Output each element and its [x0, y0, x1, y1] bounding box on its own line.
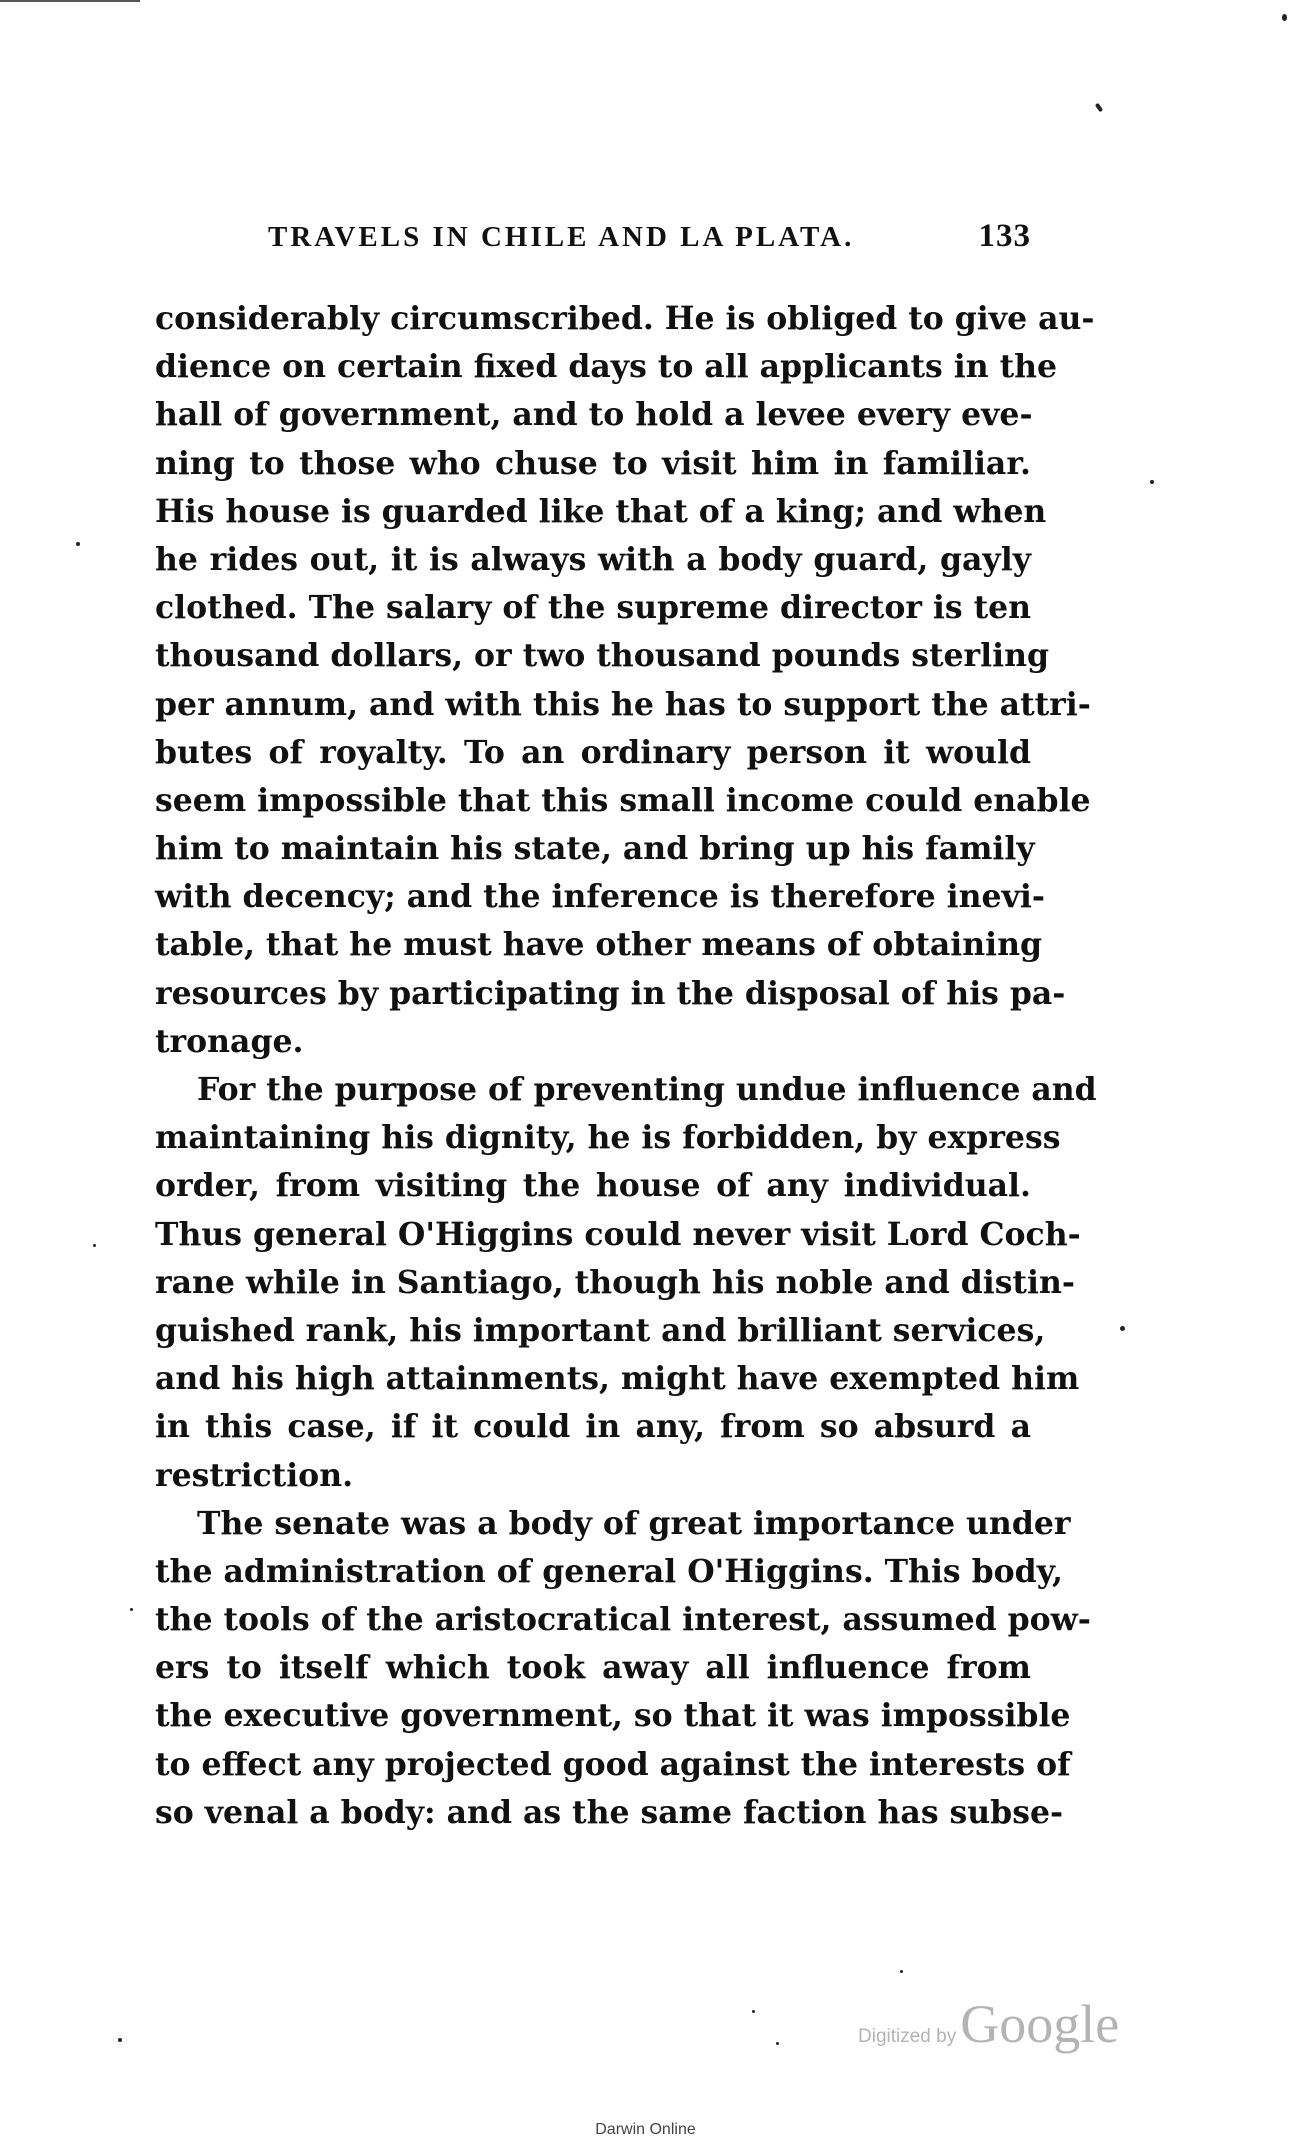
- text-line: seem impossible that this small income could enable: [155, 781, 1091, 819]
- scan-speck: [776, 2042, 779, 2045]
- text-line: order, from visiting the house of any individual.: [155, 1167, 1031, 1205]
- text-line: hall of government, and to hold a levee every eve-: [155, 396, 1033, 434]
- text-line: the administration of general O'Higgins. This body,: [155, 1552, 1063, 1590]
- text-line: tronage.: [155, 1022, 304, 1060]
- text-line: him to maintain his state, and bring up his family: [155, 830, 1035, 868]
- source-footer: Darwin Online: [595, 2121, 696, 2138]
- running-head: [268, 218, 1031, 258]
- scan-speck: [93, 1244, 96, 1247]
- paragraph-1: [155, 295, 1095, 1066]
- text-line: table, that he must have other means of obtaining: [155, 926, 1043, 964]
- text-line: Thus general O'Higgins could never visit Lord Coch-: [155, 1215, 1081, 1253]
- scan-speck: [118, 2038, 122, 2042]
- text-line: so venal a body: and as the same faction has subse-: [155, 1793, 1064, 1831]
- digitized-by-google-watermark: [858, 1993, 1119, 2055]
- scan-speck: [1282, 14, 1287, 21]
- text-line: per annum, and with this he has to support the attri-: [155, 685, 1091, 723]
- body-text: [155, 295, 1097, 1837]
- scan-speck: [1095, 103, 1103, 113]
- text-line: resources by participating in the disposal of his pa-: [155, 974, 1066, 1012]
- scan-speck: [76, 542, 80, 546]
- scan-speck: [752, 2010, 755, 2013]
- text-line: guished rank, his important and brilliant services,: [155, 1311, 1046, 1349]
- text-line: the executive government, so that it was impossible: [155, 1697, 1071, 1735]
- paragraph-2: [155, 1066, 1097, 1500]
- text-line: and his high attainments, might have exempted him: [155, 1360, 1080, 1398]
- text-line: maintaining his dignity, he is forbidden, by express: [155, 1119, 1061, 1157]
- text-line: ers to itself which took away all influence from: [155, 1649, 1031, 1687]
- text-line: with decency; and the inference is therefore inevi-: [155, 878, 1045, 916]
- text-line: His house is guarded like that of a king; and when: [155, 492, 1047, 530]
- text-line: ning to those who chuse to visit him in familiar.: [155, 444, 1031, 482]
- running-head-title: TRAVELS IN CHILE AND LA PLATA.: [268, 221, 855, 253]
- scan-edge-rule: [0, 0, 140, 2]
- text-line: to effect any projected good against the interests of: [155, 1745, 1071, 1783]
- paragraph-3: [155, 1500, 1091, 1837]
- scan-speck: [900, 1970, 903, 1973]
- google-logo: Google: [960, 1994, 1120, 2054]
- text-line: The senate was a body of great importance under: [197, 1504, 1071, 1542]
- text-line: in this case, if it could in any, from so absurd a: [155, 1408, 1031, 1446]
- scan-speck: [130, 1608, 133, 1611]
- watermark-prefix: Digitized by: [858, 2026, 957, 2047]
- text-line: restriction.: [155, 1456, 354, 1494]
- scan-speck: [1120, 1326, 1125, 1331]
- page-number: 133: [978, 218, 1031, 254]
- text-line: butes of royalty. To an ordinary person it would: [155, 733, 1031, 771]
- text-line: considerably circumscribed. He is obliged to give au-: [155, 300, 1095, 337]
- text-line: the tools of the aristocratical interest, assumed pow-: [155, 1601, 1091, 1639]
- text-line: dience on certain fixed days to all applicants in the: [155, 348, 1058, 386]
- text-line: For the purpose of preventing undue influence and: [197, 1071, 1097, 1108]
- text-line: rane while in Santiago, though his noble and distin-: [155, 1263, 1075, 1301]
- text-line: clothed. The salary of the supreme director is ten: [155, 589, 1032, 627]
- text-line: he rides out, it is always with a body guard, gayly: [155, 540, 1031, 578]
- scan-speck: [1150, 480, 1154, 484]
- text-line: thousand dollars, or two thousand pounds sterling: [155, 637, 1050, 675]
